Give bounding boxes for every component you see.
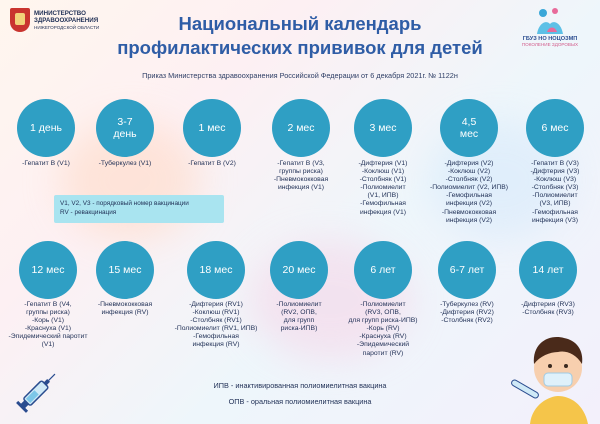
vaccine-list: -Пневмококковая инфекция (RV) xyxy=(97,301,153,317)
page-title: Национальный календарь профилактических прививок для детей xyxy=(117,13,483,58)
vaccine-list: -Дифтерия (V1) -Коклюш (V1) -Столбняк (V1) -Полиомиелит (V1, ИПВ) -Гемофильная инфекция (V1) xyxy=(358,160,408,216)
vaccine-list: -Гепатит B (V3, группы риска) -Пневмококковая инфекция (V1) xyxy=(273,160,329,192)
vaccine-list: -Дифтерия (V2) -Коклюш (V2) -Столбняк (V2) -Полиомиелит (V2, ИПВ) -Гемофильная инфекция (V2) -Пневмококковая инфекция (V2) xyxy=(429,160,509,224)
age-circle: 6 лет xyxy=(354,241,412,299)
age-circle: 3 мес xyxy=(354,99,412,157)
vaccine-list: -Туберкулез (RV) -Дифтерия (RV2) -Столбняк (RV2) xyxy=(440,301,494,325)
child-illustration xyxy=(510,316,600,424)
age-circle: 12 мес xyxy=(19,241,77,299)
age-circle: 6 мес xyxy=(526,99,584,157)
legend-ipv: ИПВ - инактивированная полиомиелитная вакцина xyxy=(213,381,387,390)
vaccine-list: -Полиомиелит (RV2, ОПВ, для групп риска-ИПВ) xyxy=(276,301,322,333)
ministry-name: МИНИСТЕРСТВО ЗДРАВООХРАНЕНИЯ НИЖЕГОРОДСКОЙ ОБЛАСТИ xyxy=(34,9,100,30)
vaccine-list: -Дифтерия (RV3) -Столбняк (RV3) xyxy=(521,301,575,317)
vaccine-list: -Гепатит B (V4, группы риска) -Корь (V1) -Краснуха (V1) -Эпидемический паротит (V1) xyxy=(8,301,88,349)
org-slogan: ПОКОЛЕНИЕ ЗДОРОВЫХ xyxy=(521,42,579,47)
age-circle: 2 мес xyxy=(272,99,330,157)
vaccine-list: -Туберкулез (V1) xyxy=(98,160,152,167)
age-circle: 1 день xyxy=(17,99,75,157)
age-circle: 4,5 мес xyxy=(440,99,498,157)
notation-note: V1, V2, V3 - порядковый номер вакцинации RV - ревакцинация xyxy=(54,195,224,223)
vaccine-list: -Гепатит B (V3) -Дифтерия (V3) -Коклюш (V3) -Столбняк (V3) -Полиомиелит (V3, ИПВ) -Гемофильная инфекция (V3) xyxy=(530,160,580,224)
age-circle: 15 мес xyxy=(96,241,154,299)
syringe-icon xyxy=(14,366,62,416)
vaccine-list: -Дифтерия (RV1) -Коклюш (RV1) -Столбняк (RV1) -Полиомиелит (RV1, ИПВ) -Гемофильная инфекция (RV) xyxy=(174,301,258,349)
age-circle: 1 мес xyxy=(183,99,241,157)
org-name: ГБУЗ НО НОЦОЗМП xyxy=(522,36,578,42)
vaccine-list: -Гепатит B (V2) xyxy=(188,160,236,167)
age-circle: 18 мес xyxy=(187,241,245,299)
vaccine-list: -Полиомиелит (RV3, ОПВ, для групп риска-ИПВ) -Корь (RV) -Краснуха (RV) -Эпидемический паротит (RV) xyxy=(348,301,418,357)
age-circle: 14 лет xyxy=(519,241,577,299)
age-circle: 20 мес xyxy=(270,241,328,299)
order-reference: Приказ Министерства здравоохранения Российской Федерации от 6 декабря 2021г. № 1122н xyxy=(142,71,458,80)
vaccine-list: -Гепатит B (V1) xyxy=(22,160,70,167)
age-circle: 3-7 день xyxy=(96,99,154,157)
age-circle: 6-7 лет xyxy=(438,241,496,299)
legend-opv: ОПВ - оральная полиомиелитная вакцина xyxy=(228,397,372,406)
